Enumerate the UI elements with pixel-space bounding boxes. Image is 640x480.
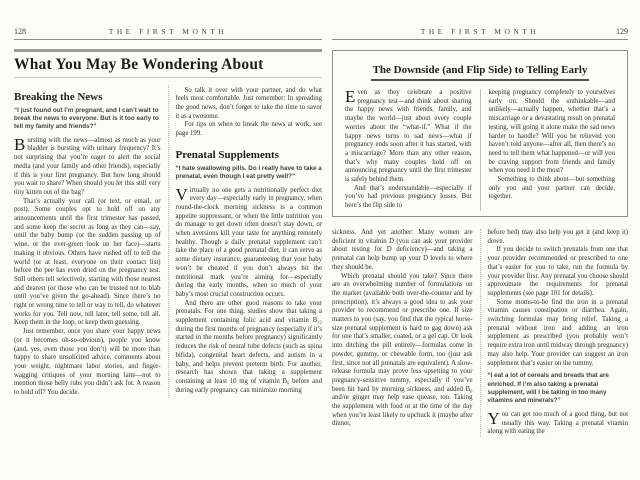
left-page-column-2 — [176, 85, 323, 398]
right-page-column-1 — [332, 229, 481, 437]
paragraph-text: irtually no one gets a nutritionally perfect diet every day—especially early in pregnancy, when round-the-clock morning sickness is a common appetite suppressant, or when the little nutrition you do manage to get down often doesn’t stay down, or when aversions kill your taste for anything remotely healthy. Though a daily prenatal supplement can’t take the place of a good prenatal diet, it can serve as some dietary insurance, guaranteeing that your baby won’t be cheated if you don’t always hit the nutritional mark you’re aiming for—especially during the early months, when so much of your baby’s most crucial construction occurs. — [175, 186, 322, 298]
page-left — [14, 27, 322, 467]
box-title-wrap — [345, 60, 615, 81]
right-page-column-2 — [488, 229, 629, 437]
body-paragraph: And that’s understandable—especially if you’ve had previous pregnancy losses. But here’s the flip side to — [345, 184, 472, 210]
body-paragraph: And there are other good reasons to take your prenatals. For one thing, studies show that taking a supplement containing folic acid and vitamin B₁₂ during the first months of pregnancy (especially if it’s started in the months before pregnancy) significantly reduces the risk of neural tube defects (such as spina bifida), congenital heart defects, and autism in a baby, and helps prevent preterm birth. For another, research has shown that taking a supplement containing at least 10 mg of vitamin B₆ before and during early pregnancy can minimize morning — [175, 299, 322, 394]
body-paragraph: Some moms-to-be find the iron in a prenatal vitamin causes constipation or diarrhea. Again, switching formulas may bring relief. Taking a prenatal without iron and adding an iron supplement as prescribed (you probably won’t require extra iron until midway through pregnancy) may also help. Your provider can suggest an iron supplement that’s easier on the tummy. — [487, 298, 628, 367]
running-head-text-right: THE FIRST MONTH — [420, 27, 540, 36]
section-heading-prenatal-supplements: Prenatal Supplements — [175, 148, 279, 161]
body-paragraph — [345, 89, 472, 185]
box-column-1 — [345, 89, 481, 211]
paragraph-text: ursting with the news—almost as much as your bladder is bursting with urinary frequency? It’s not surprising that you’re eager to alert the social media (and your family and other friends), especially if this is your first pregnancy. But how long should you wait to share? When should you let this still very tiny kitten out of the bag? — [14, 136, 161, 196]
body-paragraph: That’s actually your call (or text, or email, or post). Some couples opt to hold off on any announcements until the first trimester has passed, and some keep the secret as long as they can—say, until the baby bump (or the sudden passing up of wine, or the ever-green look on her face)—starts making it obvious. Others have rushed off to tell the world (or at least, everyone on their contact list) before the pee has even dried on the pregnancy test. Still others tell selectively, starting with those nearest and dearest (or those who can be trusted not to blab until you’ve given the go-ahead). Since there’s no right or wrong time to tell or way to tell, do whatever works for you. Tell now, tell later, tell some, tell all. Keep them in the loop, or keep them guessing. — [14, 197, 161, 327]
body-paragraph: For tips on when to break the news at work, see page 199. — [175, 121, 322, 138]
body-paragraph: Which prenatal should you take? Since there are an overwhelming number of formulations on the market (available both over-the-counter and by prescription), it’s always a good idea to ask your provider to recommend or prescribe one. If size matters to you (say, you find that the typical horse-size prenatal supplement is hard to gag down) ask for one that’s smaller, coated, or a gel cap. Or look into ditching the pill entirely—formulas come in powder, gummy, or chewable form, too (just ask first, since not all prenatals are equivalent). A slow-release formula may prove less upsetting to your pregnancy-sensitive tummy, especially if you’ve been hit hard by morning sickness, and added B₆ and/or ginger may help ease quease, too. Taking the supplement with food or at the time of the day when you’re least likely to upchuck it (maybe after dinner, — [332, 272, 473, 428]
dropcap-letter: E — [345, 87, 356, 106]
body-paragraph: Just remember, once you share your happy news (or it becomes oh-so-obvious), people you know (and, yes, even those you don’t) will be more than happy to share unsolicited advice, comments about your weight, nightmare labor stories, and finger-wagging critiques of your morning latte—not to mention those belly rubs you didn’t ask for. A reason to hold off? You decide. — [14, 328, 161, 397]
reader-question-cereals: “I eat a lot of cereals and breads that are enriched. If I’m also taking a prenatal supplement, will I be taking in too many vitamins and minerals?” — [487, 372, 609, 405]
running-head-right — [332, 27, 628, 40]
body-paragraph — [487, 408, 629, 437]
running-head-text-left: THE FIRST MONTH — [108, 27, 228, 36]
reader-question-breaking-news: “I just found out I’m pregnant, and I can’t wait to break the news to everyone. But is it too early to tell my family and friends?” — [14, 106, 159, 131]
body-paragraph: keeping pregnancy completely to yourselves early on. Should the unthinkable—and unlikely—actually happen, whether that’s a miscarriage or a devastating result on prenatal testing, will going it alone make the sad news harder to handle? Will you be relieved you haven’t told anyone—after all, then there’s no need to tell them what happened—or will you be craving support from friends and family when you need it the most? — [488, 89, 615, 175]
body-paragraph: sickness. And yet another: Many women are deficient in vitamin D (you can ask your provider about testing for D deficiency)—and taking a prenatal can help bump up your D levels to where they should be. — [332, 229, 473, 271]
body-paragraph — [14, 134, 161, 198]
title-underline — [14, 77, 322, 78]
dropcap-letter: B — [14, 134, 26, 154]
page-number-left: 128 — [14, 27, 26, 36]
body-paragraph: before bed) may also help you get it (and keep it) down. — [487, 229, 628, 245]
box-column-2 — [489, 89, 616, 211]
dropcap-letter: V — [175, 184, 188, 204]
dropcap-letter: Y — [487, 408, 500, 428]
body-paragraph — [175, 184, 323, 300]
paragraph-text: ou can get too much of a good thing, but not usually this way. Taking a prenatal vitamin along with eating the — [487, 410, 628, 436]
section-heading-breaking-the-news: Breaking the News — [14, 90, 103, 103]
box-title: The Downside (and Flip Side) to Telling Early — [371, 64, 590, 81]
body-paragraph: So talk it over with your partner, and do what feels most comfortable. Just remember: In spreading the good news, don’t forget to take the time to savor it as a twosome. — [175, 86, 322, 120]
body-paragraph: If you decide to switch prenatals from one that your provider recommended or prescribed to one that’s easier for you to take, run the formula by your provider first. Any prenatal you choose should approximate the requirements for prenatal supplements (see page 101 for details). — [487, 246, 628, 297]
left-page-columns — [14, 85, 322, 398]
sidebar-box-telling-early — [332, 50, 628, 217]
box-columns — [345, 89, 615, 211]
reader-question-prenatal: “I hate swallowing pills. Do I really have to take a prenatal, even though I eat pretty well?” — [175, 164, 322, 181]
page-right — [332, 27, 628, 467]
chapter-rule — [14, 49, 322, 52]
paragraph-text: ven as they celebrate a positive pregnancy test—and think about sharing the happy news with friends, family, and maybe the world—just about every couple worries about the “what-if.” What if the happy news turns to sad news—what if pregnancy ends soon after it has started, with a miscarriage? More than any other reason, that’s why many couples hold off on announcing pregnancy until the first trimester is safely behind them. — [345, 89, 472, 184]
left-page-column-1 — [14, 85, 169, 398]
body-paragraph: Something to think about—but something only you and your partner can decide, together. — [488, 176, 615, 201]
right-page-columns — [332, 229, 628, 437]
page-number-right: 129 — [616, 27, 628, 36]
running-head-left — [14, 27, 322, 40]
chapter-title: What You May Be Wondering About — [14, 55, 264, 73]
